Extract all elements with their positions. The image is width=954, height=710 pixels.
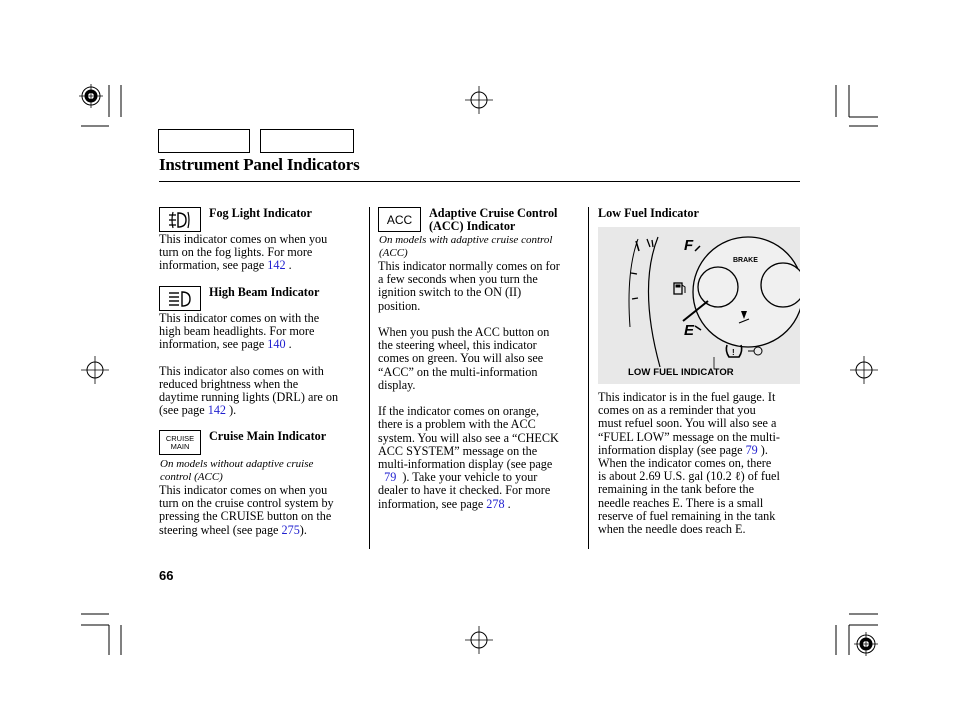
- text-line: when the needle does reach E.: [598, 522, 746, 537]
- text-line: reserve of fuel remaining in the tank: [598, 508, 776, 523]
- acc-note: [379, 234, 552, 260]
- column-divider: [588, 207, 589, 549]
- text-line: When the indicator comes on, there: [598, 456, 772, 471]
- fog-light-heading: Fog Light Indicator: [209, 206, 312, 220]
- cruise-main-heading: Cruise Main Indicator: [209, 429, 327, 443]
- heading-line: (ACC) Indicator: [429, 219, 516, 234]
- registration-crosshair-icon: [465, 626, 493, 654]
- text-line: must refuel soon. You will also see a: [598, 416, 777, 431]
- text-line: a few seconds when you turn the: [378, 272, 538, 287]
- text-line: [378, 498, 560, 511]
- header-tab-box: [260, 129, 354, 153]
- text-line: This indicator is in the fuel gauge. It: [598, 390, 776, 404]
- text-span: ).: [760, 442, 768, 457]
- page-number: 66: [159, 568, 174, 583]
- text-line: display.: [378, 377, 416, 392]
- registration-target-icon: [854, 632, 878, 656]
- text-span: .: [288, 337, 292, 352]
- gauge-brake-label: BRAKE: [733, 257, 758, 264]
- registration-target-icon: [79, 84, 103, 108]
- text-line: high beam headlights. For more: [159, 324, 315, 339]
- note-line: On models with adaptive cruise control: [379, 234, 553, 246]
- fuel-pump-icon: [674, 283, 685, 294]
- fuel-gauge-drawing: [598, 227, 800, 384]
- text-line: “FUEL LOW” message on the multi-: [598, 429, 780, 444]
- text-line: the steering wheel, this indicator: [378, 338, 537, 353]
- high-beam-heading: High Beam Indicator: [209, 285, 320, 299]
- text-span: ). Take your vehicle to your: [402, 470, 538, 485]
- svg-text:!: !: [732, 348, 735, 357]
- cruise-main-icon: [159, 430, 201, 455]
- fog-light-text: [159, 233, 327, 273]
- text-line: position.: [378, 298, 421, 313]
- text-line: is about 2.69 U.S. gal (10.2 ℓ) of fuel: [598, 469, 780, 484]
- text-span: information, see page: [159, 258, 265, 273]
- gauge-e-label: E: [684, 322, 695, 339]
- text-line: turn on the fog lights. For more: [159, 245, 313, 260]
- column-divider: [369, 207, 370, 549]
- gauge-f-label: F: [684, 237, 694, 254]
- text-line: reduced brightness when the: [159, 377, 299, 391]
- text-line: [159, 404, 338, 417]
- text-line: This indicator comes on with the: [159, 311, 320, 325]
- page-link[interactable]: 79: [745, 442, 758, 457]
- text-span: .: [288, 258, 292, 273]
- text-line: This indicator normally comes on for: [378, 259, 560, 273]
- text-line: turn on the cruise control system by: [159, 496, 334, 511]
- low-fuel-text: [598, 391, 780, 536]
- cruise-main-note: [160, 458, 313, 484]
- text-line: This indicator also comes on with: [159, 363, 324, 378]
- page-link[interactable]: 142: [207, 403, 227, 418]
- registration-crosshair-icon: [465, 86, 493, 114]
- title-rule: [159, 181, 800, 182]
- text-span: information, see page: [378, 496, 484, 511]
- text-span: information display (see page: [598, 442, 743, 457]
- spacer: [159, 352, 338, 365]
- gauge-caption: LOW FUEL INDICATOR: [628, 367, 734, 378]
- text-line: comes on green. You will also see: [378, 351, 544, 366]
- cruise-main-text: [159, 484, 334, 537]
- text-line: dealer to have it checked. For more: [378, 483, 551, 498]
- page-link[interactable]: 79: [384, 470, 397, 485]
- text-line: If the indicator comes on orange,: [378, 404, 540, 419]
- low-fuel-heading: Low Fuel Indicator: [598, 206, 699, 220]
- text-line: pressing the CRUISE button on the: [159, 509, 332, 524]
- icon-text: ACC: [386, 212, 413, 227]
- high-beam-icon: [159, 286, 201, 311]
- text-line: [159, 338, 338, 351]
- fog-light-icon: [159, 207, 201, 232]
- fuel-gauge-illustration: [598, 227, 800, 384]
- icon-text: MAIN: [170, 441, 190, 451]
- text-line: When you push the ACC button on: [378, 325, 550, 339]
- high-beam-text: [159, 312, 338, 418]
- text-span: ).: [299, 522, 307, 537]
- note-line: control (ACC): [160, 471, 223, 483]
- heading-line: Adaptive Cruise Control: [429, 206, 558, 220]
- note-line: (ACC): [379, 247, 408, 259]
- text-line: [159, 524, 334, 537]
- acc-text: [378, 260, 560, 511]
- page-link[interactable]: 278: [486, 496, 505, 511]
- page-title: Instrument Panel Indicators: [159, 155, 360, 174]
- text-line: ignition switch to the ON (II): [378, 285, 522, 300]
- page-link[interactable]: 275: [281, 522, 300, 537]
- text-line: comes on as a reminder that you: [598, 403, 756, 418]
- text-span: steering wheel (see page: [159, 522, 279, 537]
- page-link[interactable]: 140: [267, 337, 286, 352]
- note-line: On models without adaptive cruise: [160, 458, 314, 470]
- registration-crosshair-icon: [850, 356, 878, 384]
- text-line: [159, 259, 327, 272]
- text-span: .: [507, 496, 511, 511]
- text-line: “ACC” on the multi-information: [378, 364, 538, 379]
- text-span: information, see page: [159, 337, 265, 352]
- text-span: (see page: [159, 403, 205, 418]
- acc-icon: [378, 207, 421, 232]
- text-line: remaining in the tank before the: [598, 482, 755, 497]
- header-tab-box: [158, 129, 250, 153]
- text-line: ACC SYSTEM” message on the: [378, 443, 538, 458]
- text-line: needle reaches E. There is a small: [598, 495, 764, 510]
- text-line: multi-information display (see page: [378, 457, 553, 472]
- text-line: This indicator comes on when you: [159, 232, 328, 246]
- text-line: This indicator comes on when you: [159, 483, 328, 497]
- registration-crosshair-icon: [81, 356, 109, 384]
- text-line: daytime running lights (DRL) are on: [159, 390, 339, 405]
- text-line: system. You will also see a “CHECK: [378, 430, 559, 445]
- icon-text: CRUISE: [165, 433, 195, 443]
- page-link[interactable]: 142: [267, 258, 286, 273]
- text-line: there is a problem with the ACC: [378, 417, 536, 432]
- text-span: ).: [229, 403, 237, 418]
- acc-heading: [429, 207, 557, 233]
